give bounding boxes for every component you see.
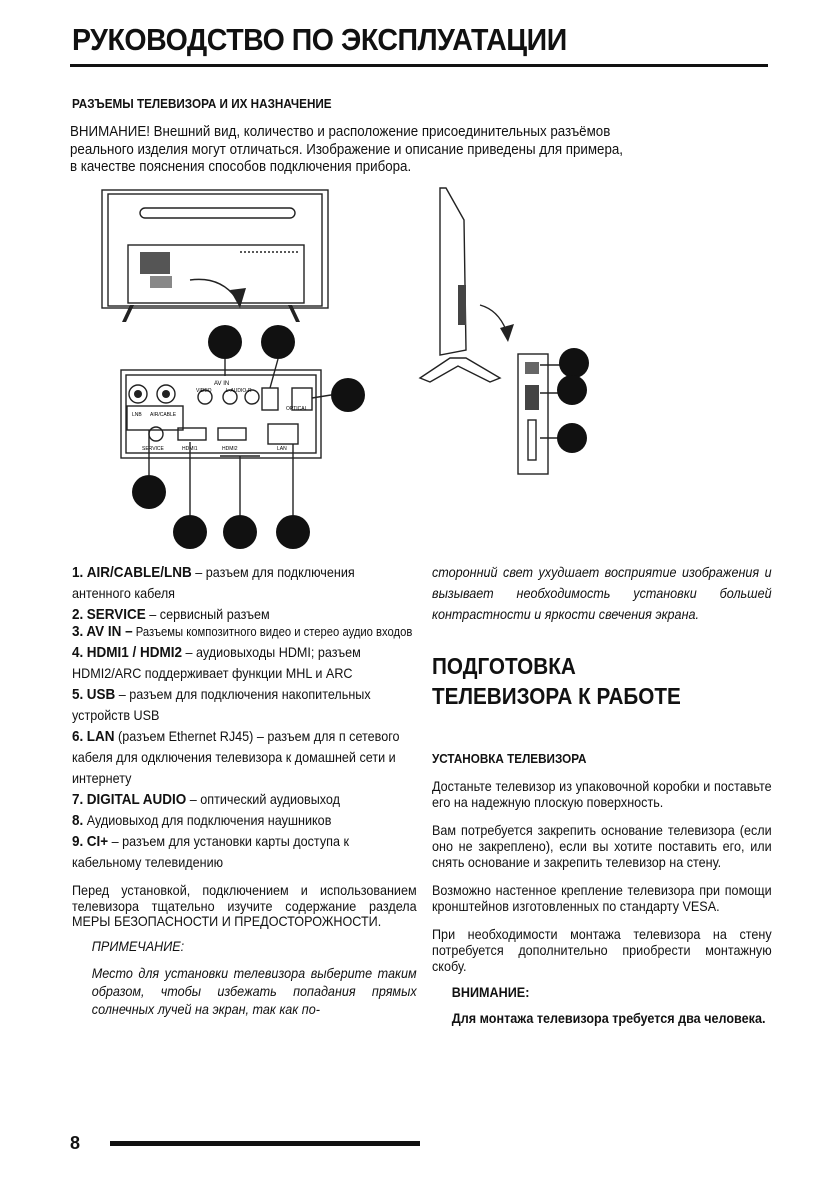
intro-line: реального изделия могут отличаться. Изображение и описание приведены для примера, bbox=[70, 141, 624, 158]
panel-label-lan: LAN bbox=[277, 446, 287, 452]
page-number: 8 bbox=[70, 1133, 81, 1153]
paragraph: Достаньте телевизор из упаковочной коробки и поставьте его на надежную плоскую поверхность. bbox=[432, 778, 772, 810]
subheading: УСТАНОВКА ТЕЛЕВИЗОРА bbox=[432, 751, 587, 766]
footer-divider bbox=[110, 1141, 420, 1146]
connector-item: 8. Аудиовыход для подключения наушников bbox=[72, 812, 332, 829]
paragraph: Вам потребуется закрепить основание телевизора (если оно не закреплено), если вы хотите поставить его, или снять основание и закрепить телевизор на стену. bbox=[432, 822, 772, 870]
panel-label-lnb: LNB bbox=[132, 412, 142, 418]
section-title: РАЗЪЕМЫ ТЕЛЕВИЗОРА И ИХ НАЗНАЧЕНИЕ bbox=[72, 96, 332, 111]
note-text: Место для установки телевизора выберите таким образом, чтобы избежать попадания прямых солнечных лучей на экран, так как по- bbox=[91, 964, 417, 1017]
connector-item: 7. DIGITAL AUDIO – оптический аудиовыход bbox=[72, 791, 341, 808]
tv-back-illustration bbox=[102, 190, 328, 322]
connector-panel bbox=[121, 370, 321, 458]
panel-label-hdmi1: HDMI1 bbox=[182, 446, 198, 452]
paragraph: Возможно настенное крепление телевизора при помощи кронштейнов изготовленных по стандарту VESA. bbox=[432, 882, 772, 914]
panel-label-service: SERVICE bbox=[142, 446, 164, 452]
page-title: РУКОВОДСТВО ПО ЭКСПЛУАТАЦИИ bbox=[72, 22, 567, 57]
panel-label-air-cable: AIR/CABLE bbox=[150, 412, 177, 418]
title-divider bbox=[70, 64, 768, 67]
panel-label-audio: L-AUDIO-R bbox=[226, 388, 252, 394]
connectors-diagram bbox=[0, 180, 839, 560]
connector-list bbox=[72, 562, 417, 1018]
paragraph: При необходимости монтажа телевизора на стену потребуется дополнительно приобрести монтажную скобу. bbox=[432, 926, 772, 974]
connector-item: 6. LAN (разъем Ethernet RJ45) – разъем для п сетевого кабеля для одключения телевизора к домашней сети и интернету bbox=[72, 728, 400, 786]
connector-item: 9. CI+ – разъем для установки карты доступа к кабельному телевидению bbox=[72, 833, 349, 870]
preparation-column bbox=[432, 562, 772, 1027]
tv-side-illustration bbox=[420, 188, 575, 474]
panel-label-av-in: AV IN bbox=[214, 381, 230, 387]
connector-item: 3. AV IN – Разъемы композитного видео и стерео аудио входов bbox=[72, 623, 413, 640]
warning-text: Для монтажа телевизора требуется два человека. bbox=[451, 1010, 766, 1026]
intro-paragraph bbox=[70, 124, 640, 177]
preparation-content bbox=[432, 562, 772, 1027]
intro-line: в качестве пояснения способов подключения прибора. bbox=[70, 159, 412, 175]
note-continuation: сторонний свет ухудшает восприятие изображения и вызывает необходимость установки большей контрастности и яркости свечения экрана. bbox=[432, 564, 772, 622]
section-heading-line: ПОДГОТОВКА bbox=[432, 653, 576, 679]
connector-list-column bbox=[72, 562, 417, 1018]
intro-line: ВНИМАНИЕ! Внешний вид, количество и расположение присоединительных разъёмов bbox=[70, 124, 611, 140]
connector-item: 1. AIR/CABLE/LNB – разъем для подключения антенного кабеля bbox=[72, 564, 355, 601]
note-title: ПРИМЕЧАНИЕ: bbox=[91, 937, 185, 954]
connector-item: 2. SERVICE – сервисный разъем bbox=[72, 606, 270, 623]
panel-label-video: VIDEO bbox=[196, 388, 212, 394]
panel-label-hdmi2: HDMI2 bbox=[222, 446, 238, 452]
callout-markers bbox=[132, 325, 589, 549]
panel-label-optical: OPTICAL bbox=[286, 406, 308, 412]
connector-item: 5. USB – разъем для подключения накопительных устройств USB bbox=[72, 686, 371, 723]
warning-title: ВНИМАНИЕ: bbox=[451, 984, 530, 1000]
safety-paragraph: Перед установкой, подключением и использованием телевизора тщательно изучите содержание раздела МЕРЫ БЕЗОПАСНОСТИ И ПРЕДОСТОРОЖНОСТИ. bbox=[72, 882, 417, 929]
section-heading-line: ТЕЛЕВИЗОРА К РАБОТЕ bbox=[432, 683, 681, 709]
section-heading bbox=[432, 651, 772, 711]
connector-item: 4. HDMI1 / HDMI2 – аудиовыходы HDMI; разъем HDMI2/ARC поддерживает функции MHL и ARC bbox=[72, 644, 361, 681]
